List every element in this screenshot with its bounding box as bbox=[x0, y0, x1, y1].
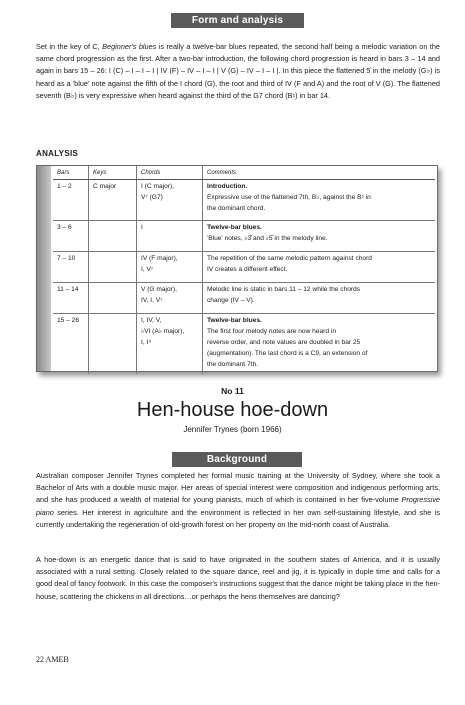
background-part3: series. Her interest in agriculture and the environment is reflected in her own self-sustaining lifestyle, and she is currently undertaking the regeneration of old-growth forest on her property on the mid-north coast of Australia. bbox=[36, 507, 440, 529]
page-footer: 22 AMEB bbox=[36, 655, 69, 664]
row-keys bbox=[89, 314, 137, 374]
comment-line: Expressive use of the flattened 7th, B♭, against the B♮ in bbox=[207, 194, 371, 201]
table-row bbox=[53, 283, 435, 314]
analysis-heading: ANALYSIS bbox=[36, 149, 79, 158]
comment-line: The repetition of the same melodic pattern against chord bbox=[207, 255, 372, 262]
table-header-row bbox=[53, 166, 435, 180]
row-comments bbox=[203, 283, 435, 313]
table-row bbox=[53, 180, 435, 221]
table-row bbox=[53, 252, 435, 283]
row-comments bbox=[203, 221, 435, 251]
background-paragraph-1 bbox=[36, 470, 440, 531]
comment-line: 'Blue' notes, ♭3̂ and ♭5̂ in the melody line. bbox=[207, 235, 328, 242]
comment-line: change (IV – V). bbox=[207, 297, 255, 304]
chord-line: I bbox=[141, 224, 143, 231]
row-keys bbox=[89, 221, 137, 251]
row-bars: 7 – 10 bbox=[53, 252, 89, 282]
piece-number: No 11 bbox=[221, 386, 244, 396]
chord-line: V⁷ (G7) bbox=[141, 194, 163, 201]
chord-line: V (G major), bbox=[141, 286, 177, 293]
row-chords bbox=[137, 314, 203, 374]
table-sidebar-decoration bbox=[37, 166, 51, 371]
row-chords bbox=[137, 221, 203, 251]
row-comments bbox=[203, 314, 435, 374]
comment-line: IV creates a different effect. bbox=[207, 266, 288, 273]
row-bars: 15 – 26 bbox=[53, 314, 89, 374]
header-chords: Chords bbox=[137, 166, 203, 179]
comment-heading: Introduction. bbox=[207, 183, 248, 190]
form-paragraph-part3: is really a twelve-bar blues repeated, the second half being a melodic variation on the same chord progression as the first. After a two-bar introduction, the following chord progression is heard in bars 3 – 14 and again in bars 15 – 26: I (C) – I – I – I | IV (F) – IV – I – I | V (G) – IV – I – I |. In this piece the flattened 5̂ in the melody (G♭) is heard as a 'blue' note against the fifth of the I chord (G), the root and third of IV (F and A) and the root of V (G). The flattened seventh (B♭) is very expressive when heard against the third of the G7 chord (B♮) in bar 14. bbox=[36, 42, 440, 100]
form-paragraph bbox=[36, 41, 440, 102]
row-comments bbox=[203, 180, 435, 220]
piece-reference: Beginner's blues bbox=[102, 42, 157, 51]
row-chords bbox=[137, 252, 203, 282]
analysis-table-grid bbox=[53, 166, 435, 374]
analysis-table bbox=[36, 165, 438, 372]
comment-line: The first four melody notes are now heard in bbox=[207, 328, 337, 335]
background-part1: Australian composer Jennifer Trynes completed her formal music training at the University of Sydney, where she took a Bachelor of Arts with a double music major. Her areas of special interest were composition and indigenous performing arts, and she has produced a wealth of material for young pianists, much of which is contained in her five-volume bbox=[36, 471, 440, 505]
row-chords bbox=[137, 283, 203, 313]
row-keys: C major bbox=[89, 180, 137, 220]
chord-line: I, IV, V, bbox=[141, 317, 162, 324]
background-paragraph-2: A hoe-down is an energetic dance that is said to have originated in the southern states of America, and it is usually associated with a rural setting. Closely related to the square dance, reel and jig, it is typically in duple time and calls for a good deal of fancy footwork. In this case the composer's instructions suggest that the dance might be taking place in the hen-house, scattering the chickens in all directions…or perhaps the hens themselves are dancing? bbox=[36, 555, 440, 601]
comment-line: (augmentation). The last chord is a C9, an extension of bbox=[207, 350, 368, 357]
piece-title: Hen-house hoe-down bbox=[136, 399, 329, 421]
table-row bbox=[53, 221, 435, 252]
chord-line: I, V⁷ bbox=[141, 266, 154, 273]
row-chords bbox=[137, 180, 203, 220]
chord-line: ♭VI (A♭ major), bbox=[141, 328, 185, 335]
row-keys bbox=[89, 252, 137, 282]
chord-line: IV, I, V⁷ bbox=[141, 297, 163, 304]
row-keys bbox=[89, 283, 137, 313]
chord-line: IV (F major), bbox=[141, 255, 178, 262]
row-bars: 11 – 14 bbox=[53, 283, 89, 313]
comment-line: Melodic line is static in bars 11 – 12 while the chords bbox=[207, 286, 361, 293]
form-paragraph-part1: Set in the key of C, bbox=[36, 42, 103, 51]
section-banner-form-analysis: Form and analysis bbox=[171, 13, 304, 28]
comment-heading: Twelve-bar blues. bbox=[207, 317, 262, 324]
section-banner-background: Background bbox=[172, 452, 302, 467]
table-row bbox=[53, 314, 435, 374]
comment-line: the dominant 7th. bbox=[207, 361, 258, 368]
comment-line: the dominant chord. bbox=[207, 205, 266, 212]
chord-line: I (C major), bbox=[141, 183, 174, 190]
series-title: Progressive piano bbox=[36, 495, 440, 517]
comment-line: reverse order, and note values are doubled in bar 25 bbox=[207, 339, 361, 346]
header-keys: Keys bbox=[89, 166, 137, 179]
header-bars: Bars bbox=[53, 166, 89, 179]
comment-heading: Twelve-bar blues. bbox=[207, 224, 262, 231]
row-bars: 1 – 2 bbox=[53, 180, 89, 220]
header-comments: Comments bbox=[207, 170, 237, 176]
composer-credit: Jennifer Trynes (born 1966) bbox=[183, 425, 282, 434]
row-bars: 3 – 6 bbox=[53, 221, 89, 251]
chord-line: I, I⁹ bbox=[141, 339, 152, 346]
row-comments bbox=[203, 252, 435, 282]
